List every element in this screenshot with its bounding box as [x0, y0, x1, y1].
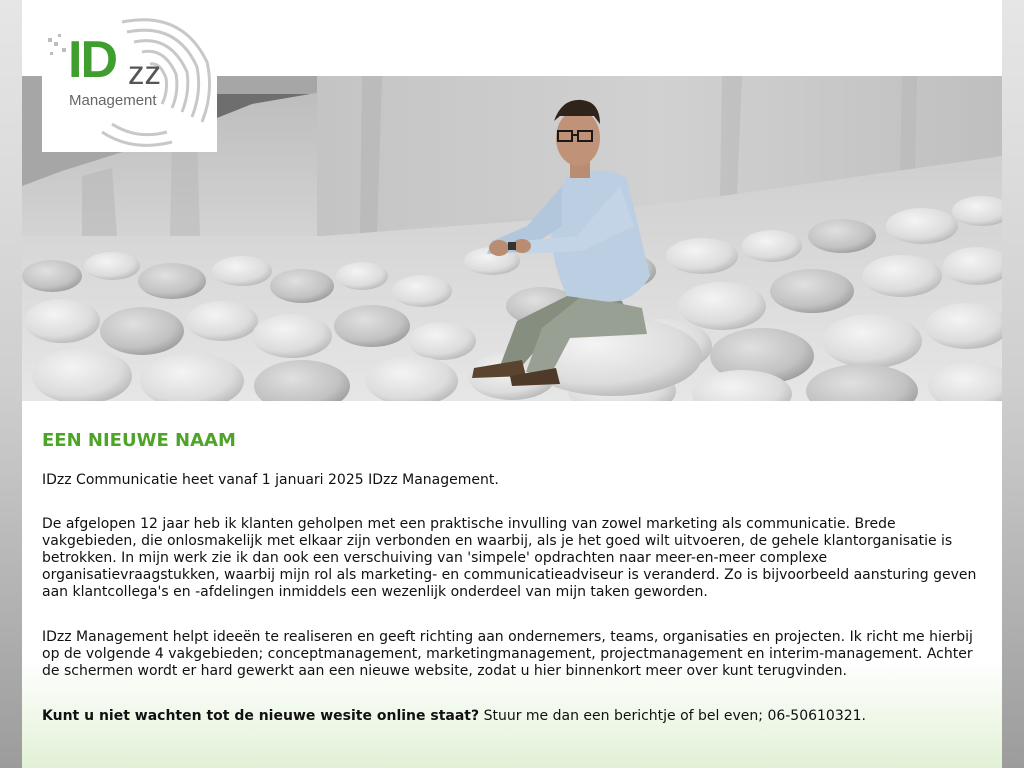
logo-mark: ID [68, 31, 116, 89]
logo-subtitle: Management [69, 92, 157, 109]
logo-suffix: zz [128, 54, 161, 91]
contact-question: Kunt u niet wachten tot de nieuwe wesite online staat? [42, 708, 480, 724]
body-paragraph-2: IDzz Management helpt ideeën te realiseren en geeft richting aan ondernemers, teams, organisaties en projecten. Ik richt me hierbij op de volgende 4 vakgebieden; conceptmanagement, marketingmanagement, projectmanagement en interim-management. Achter de schermen wordt er hard gewerkt aan een nieuwe website, zodat u hier binnenkort meer over kunt terugvinden. [42, 629, 973, 679]
body-paragraph-1: De afgelopen 12 jaar heb ik klanten geholpen met een praktische invulling van zowel marketing als communicatie. Brede vakgebieden, die onlosmakelijk met elkaar zijn verbonden en waarbij, als je het goed wilt uitvoeren, de gehele klantorganisatie is betrokken. In mijn werk zie ik dan ook een verschuiving van 'simpele' opdrachten naar meer-en-meer complexe organisatievraagstukken, waarbij mijn rol als marketing- en communicatieadviseur is veranderd. Zo is bijvoorbeeld aansturing geven aan klantcollega's en -afdelingen inmiddels een wezenlijk onderdeel van mijn taken geworden. [42, 516, 977, 600]
logo[interactable] [42, 12, 217, 152]
main-content [42, 430, 987, 753]
contact-paragraph [42, 708, 987, 725]
contact-text: Stuur me dan een berichtje of bel even; 06-50610321. [479, 708, 867, 724]
page-title: EEN NIEUWE NAAM [42, 430, 236, 451]
intro-paragraph: IDzz Communicatie heet vanaf 1 januari 2025 IDzz Management. [42, 472, 499, 488]
page-container [22, 0, 1002, 768]
